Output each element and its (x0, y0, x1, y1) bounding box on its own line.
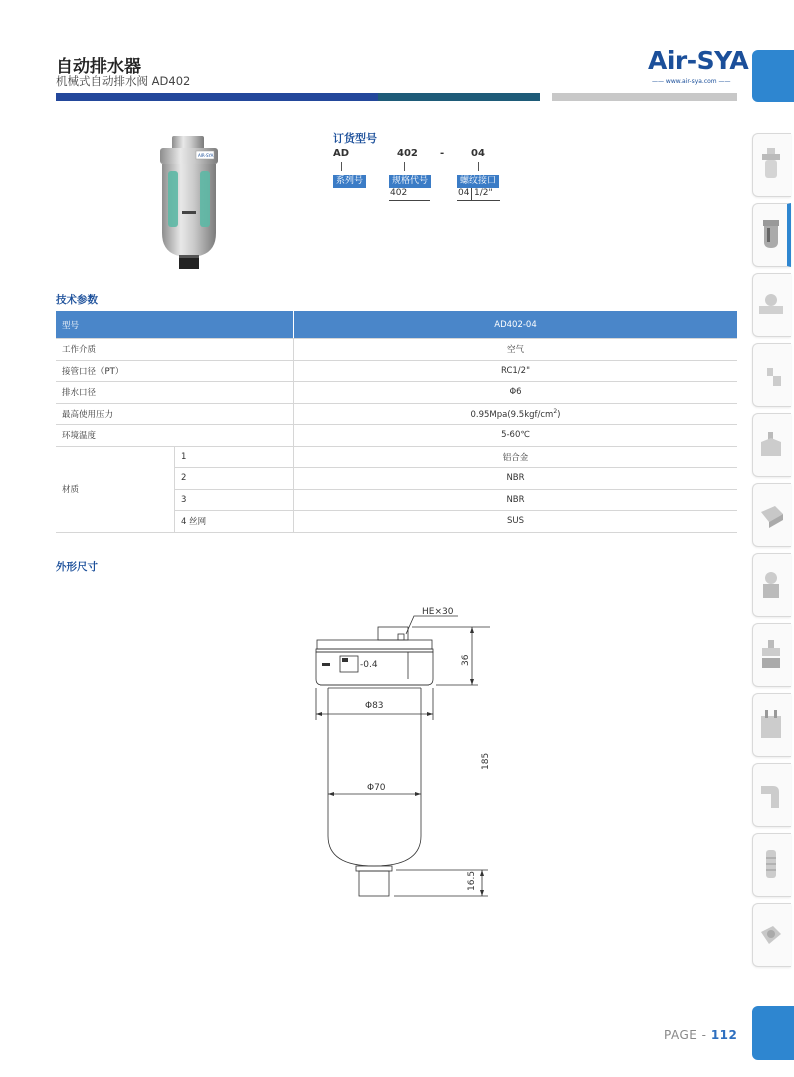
page-number (664, 1028, 737, 1042)
specs-section-title: 技术参数 (56, 294, 98, 306)
order-tick (341, 162, 342, 171)
table-row (56, 339, 737, 361)
order-value-thread-size: 1/2" (474, 188, 493, 198)
spec-value: 空气 (294, 339, 738, 361)
side-tab-pipe[interactable] (752, 763, 791, 827)
order-value-thread-code: 04 (458, 188, 470, 198)
material-value: NBR (294, 489, 738, 511)
header-bar-blue (56, 93, 378, 101)
dimension-drawing (300, 600, 500, 900)
order-code-spec: 402 (397, 148, 418, 159)
order-underline (389, 200, 430, 201)
order-code-thread: 04 (471, 148, 485, 159)
order-label-spec: 规格代号 (389, 175, 431, 188)
dim-height-total: 185 (481, 752, 491, 770)
order-label-series: 系列号 (333, 175, 366, 188)
order-label-thread: 螺纹接口 (457, 175, 499, 188)
side-tab-compressor[interactable] (752, 903, 791, 967)
auto-drain-icon (759, 218, 783, 252)
material-value: NBR (294, 468, 738, 490)
page-label: PAGE - (664, 1028, 711, 1042)
order-title: 订货型号 (333, 132, 377, 145)
spec-value: $0.95Mpa(9.5kgf/cm^2)$ (294, 403, 738, 425)
spec-value: RC1/2" (294, 360, 738, 382)
side-tab-manifold[interactable] (752, 623, 791, 687)
specs-table (56, 311, 737, 533)
material-label: 材质 (56, 446, 175, 532)
spec-label: 环境温度 (56, 425, 294, 447)
specs-header-label: 型号 (56, 311, 294, 339)
cylinder-icon (759, 428, 783, 462)
material-part: 4 丝网 (175, 511, 294, 533)
order-divider (471, 188, 472, 200)
valve-icon (759, 288, 783, 322)
side-tab-solenoid[interactable] (752, 553, 791, 617)
bottom-blue-tab (752, 1006, 794, 1060)
specs-header-row (56, 311, 737, 339)
dim-hex: HE×30 (422, 607, 454, 617)
specs-header-value: AD402-04 (294, 311, 738, 339)
side-tab-elbow[interactable] (752, 343, 791, 407)
dim-height-drain: 16.5 (467, 870, 477, 891)
pipe-icon (759, 778, 783, 812)
silencer-icon (759, 848, 783, 882)
order-value-spec: 402 (390, 188, 408, 198)
product-photo (155, 133, 225, 281)
dim-scale-label: -0.4 (360, 660, 378, 670)
material-value: 铝合金 (294, 446, 738, 468)
side-tab-auto-drain[interactable] (752, 203, 791, 267)
compressor-icon (759, 918, 783, 952)
spec-label: 排水口径 (56, 382, 294, 404)
solenoid-icon (759, 568, 783, 602)
table-row (56, 446, 737, 468)
page-subtitle: 机械式自动排水阀 AD402 (56, 74, 191, 88)
dim-diameter-bowl: Φ70 (367, 783, 386, 793)
page-num: 112 (710, 1028, 738, 1042)
order-tick (404, 162, 405, 171)
filter-icon (759, 148, 783, 182)
spec-value: 5-60℃ (294, 425, 738, 447)
material-part: 1 (175, 446, 294, 468)
order-underline (457, 200, 500, 201)
side-tab-silencer[interactable] (752, 833, 791, 897)
spec-label: 最高使用压力 (56, 403, 294, 425)
order-code-dash: - (440, 148, 445, 159)
manifold-icon (759, 638, 783, 672)
side-tab-valve[interactable] (752, 273, 791, 337)
top-blue-tab (752, 50, 794, 102)
material-part: 3 (175, 489, 294, 511)
dim-height-head: 36 (461, 654, 471, 666)
header-bar-gray (552, 93, 737, 101)
block-icon (759, 708, 783, 742)
side-tab-cylinder[interactable] (752, 413, 791, 477)
order-tick (478, 162, 479, 171)
spec-label: 工作介质 (56, 339, 294, 361)
material-part: 2 (175, 468, 294, 490)
gear-box-icon (759, 498, 783, 532)
table-row (56, 403, 737, 425)
table-row (56, 425, 737, 447)
spec-value: Φ6 (294, 382, 738, 404)
product-label: AIR-SYA (198, 153, 214, 158)
side-tab-gear-box[interactable] (752, 483, 791, 547)
table-row (56, 382, 737, 404)
material-value: SUS (294, 511, 738, 533)
spec-label: 接管口径（PT） (56, 360, 294, 382)
header-bar-teal (378, 93, 540, 101)
brand-url: —— www.air-sya.com —— (652, 78, 731, 85)
elbow-fitting-icon (759, 358, 783, 392)
dimensions-section-title: 外形尺寸 (56, 561, 98, 573)
brand-logo: Air-SYA (648, 46, 749, 75)
table-row (56, 360, 737, 382)
dim-diameter-top: Φ83 (365, 701, 384, 711)
side-tab-block[interactable] (752, 693, 791, 757)
page-title: 自动排水器 (56, 57, 141, 77)
side-tab-filter[interactable] (752, 133, 791, 197)
order-code-series: AD (333, 148, 350, 159)
